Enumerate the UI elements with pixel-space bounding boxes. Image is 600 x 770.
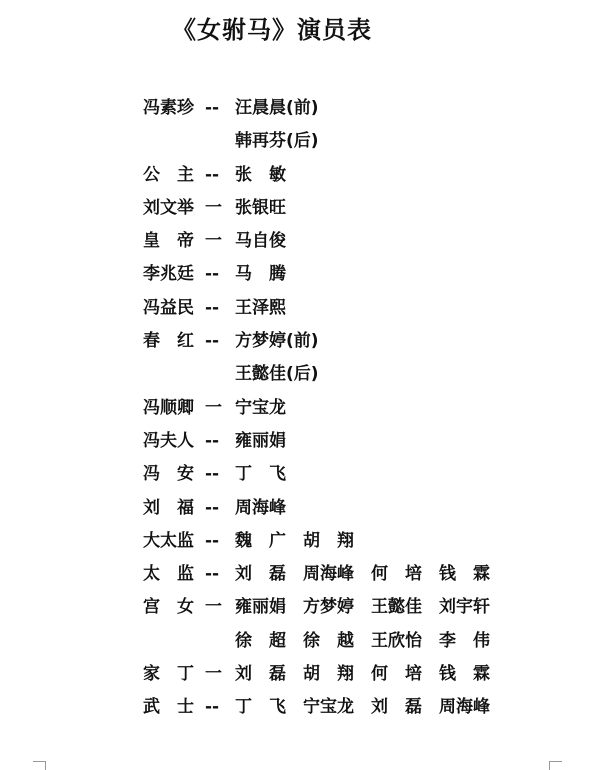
separator: 一 [205,664,222,685]
separator: 一 [205,197,222,218]
actor-names: 雍丽娟 方梦婷 王懿佳 刘宇轩 [235,597,490,618]
role-name: 李兆廷 [143,264,194,285]
actor-names: 张银旺 [235,197,286,218]
role-name: 公 主 [143,164,194,185]
separator: -- [205,98,220,118]
actor-names: 丁 飞 [235,464,286,485]
role-name: 大太监 [143,530,194,551]
actor-names: 刘 磊 胡 翔 何 培 钱 霖 [235,664,490,685]
actor-names: 丁 飞 宁宝龙 刘 磊 周海峰 [235,697,490,718]
separator: 一 [205,397,222,418]
actor-names: 张 敏 [235,164,286,185]
role-name: 冯益民 [143,297,194,318]
separator: 一 [205,231,222,252]
actor-names: 魏 广 胡 翔 [235,530,354,551]
actor-names: 刘 磊 周海峰 何 培 钱 霖 [235,564,490,585]
separator: -- [205,530,220,551]
actor-names: 周海峰 [235,497,286,518]
role-name: 宫 女 [143,597,194,618]
actor-names: 王泽熙 [235,297,286,318]
actor-names: 方梦婷(前) [235,331,319,352]
role-name: 皇 帝 [143,231,194,252]
separator: 一 [205,597,222,618]
actor-names: 徐 超 徐 越 王欣怡 李 伟 [235,630,490,651]
role-name: 冯夫人 [143,430,194,451]
actor-names: 马 腾 [235,264,286,285]
actor-names: 宁宝龙 [235,397,286,418]
actor-names: 王懿佳(后) [235,364,319,385]
role-name: 刘 福 [143,497,194,518]
actor-names: 汪晨晨(前) [235,98,319,118]
role-name: 武 士 [143,697,194,718]
separator: -- [205,697,220,718]
role-name: 家 丁 [143,664,194,685]
separator: -- [205,297,220,318]
role-name: 冯 安 [143,464,194,485]
separator: -- [205,331,220,352]
actor-names: 马自俊 [235,231,286,252]
separator: -- [205,497,220,518]
role-name: 冯素珍 [143,98,194,118]
page-title: 《女驸马》演员表 [172,16,372,44]
separator: -- [205,464,220,485]
separator: -- [205,564,220,585]
separator: -- [205,264,220,285]
separator: -- [205,430,220,451]
role-name: 刘文举 [143,197,194,218]
role-name: 冯顺卿 [143,397,194,418]
separator: -- [205,164,220,185]
role-name: 太 监 [143,564,194,585]
actor-names: 雍丽娟 [235,430,286,451]
actor-names: 韩再芬(后) [235,131,319,152]
role-name: 春 红 [143,331,194,352]
